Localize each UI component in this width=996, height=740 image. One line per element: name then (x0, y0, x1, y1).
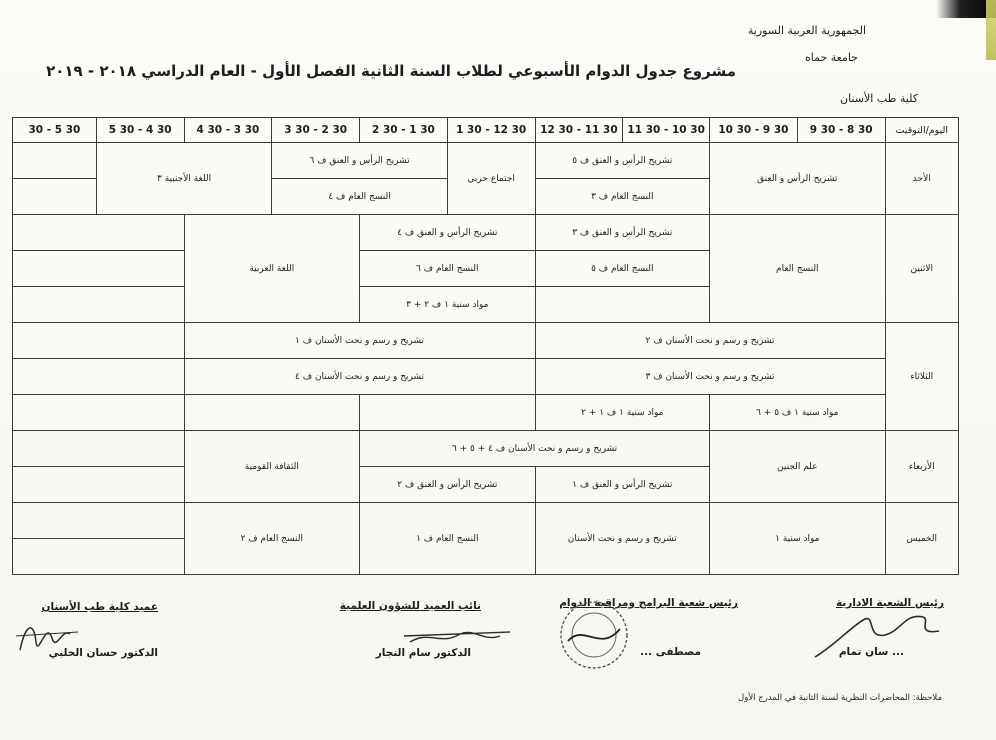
stamp-seal (550, 595, 640, 675)
thursday-gen-tissue-g2: النسج العام ف ٢ (184, 503, 360, 575)
wednesday-head-neck-g2: تشريح الرأس و العنق ف ٢ (360, 467, 536, 503)
time-slot: 30 8 - 30 9 (797, 118, 885, 143)
time-slot: 30 9 - 30 10 (710, 118, 798, 143)
signature-admin-title: رئيس الشعبة الادارية (836, 597, 944, 609)
title-main: مشروع جدول الدوام الأسبوعي لطلاب السنة الثانية الفصل الأول - العام الدراسي (141, 62, 736, 80)
wednesday-national-culture: الثقافة القومية (184, 431, 360, 503)
day-wednesday: الأربعاء (885, 431, 958, 503)
empty-cell (13, 539, 185, 575)
time-slot: 30 3 - 30 4 (184, 118, 272, 143)
time-slot: 30 2 - 30 3 (272, 118, 360, 143)
header-university: جامعة حماه (804, 51, 858, 64)
row-monday-1 (13, 215, 959, 251)
header-republic: الجمهورية العربية السورية (747, 24, 866, 37)
signature-dean-scribble (12, 612, 82, 662)
empty-cell (535, 287, 709, 323)
day-thursday: الخميس (885, 503, 958, 575)
empty-cell (13, 251, 185, 287)
sunday-head-neck-g5: تشريح الرأس و العنق ف ٥ (535, 143, 709, 179)
monday-arabic: اللغة العربية (184, 215, 360, 323)
signature-programs-title: رئيس شعبة البرامج ومراقبة الدوام (559, 597, 738, 609)
empty-cell (360, 395, 536, 431)
day-monday: الاثنين (885, 215, 958, 323)
signature-vice-dean-name: الدكتور سام النجار (375, 647, 471, 659)
signature-dean-name: الدكتور حسان الحلبي (48, 647, 158, 659)
title-year: ٢٠١٨ - ٢٠١٩ (46, 62, 136, 80)
thursday-anat-carving: تشريح و رسم و نحت الأسنان (535, 503, 709, 575)
signature-programs-name: مصطفى ... (640, 646, 701, 658)
wednesday-anat-carving-g456: تشريح و رسم و نحت الأسنان ف ٤ + ٥ + ٦ (360, 431, 710, 467)
time-slot: 30 12 - 30 1 (447, 118, 535, 143)
tuesday-dental-materials-g56: مواد سنية ١ ف ٥ + ٦ (710, 395, 886, 431)
signature-admin-scribble (805, 605, 945, 665)
footnote: ملاحظة: المحاضرات النظرية لسنة الثانية في المدرج الأول (738, 693, 942, 703)
time-slot: 30 10 - 30 11 (623, 118, 710, 143)
day-sunday: الأحد (885, 143, 958, 215)
monday-head-neck-g3: تشريح الرأس و العنق ف ٣ (535, 215, 709, 251)
empty-cell (13, 323, 185, 359)
time-slot: 30 5 - 30 (13, 118, 97, 143)
wednesday-embryology: علم الجنين (710, 431, 886, 503)
signature-vice-dean-scribble (400, 622, 520, 652)
day-tuesday: الثلاثاء (885, 323, 958, 431)
tuesday-anat-carving-g1: تشريح و رسم و نحت الأسنان ف ١ (184, 323, 535, 359)
corner-cell: اليوم/التوقيت (885, 118, 958, 143)
sunday-military: اجتماع حربي (447, 143, 535, 215)
tuesday-anat-carving-g3: تشريح و رسم و نحت الأسنان ف ٣ (535, 359, 885, 395)
signature-admin-name: ... سان تمام (838, 646, 904, 658)
empty-cell (13, 359, 185, 395)
empty-cell (13, 215, 185, 251)
row-sunday-1 (13, 143, 959, 179)
monday-dental-materials: مواد سنية ١ ف ٢ + ٣ (360, 287, 536, 323)
empty-cell (184, 395, 360, 431)
sunday-gen-tissue-g3: النسج العام ف ٣ (535, 179, 709, 215)
row-tuesday-2 (13, 359, 959, 395)
monday-gen-tissue: النسج العام (710, 215, 886, 323)
empty-cell (13, 431, 185, 467)
sunday-head-neck: تشريح الرأس و العنق (710, 143, 886, 215)
sunday-foreign-lang: اللغة الأجنبية ٣ (96, 143, 272, 215)
time-header-row (13, 118, 959, 143)
time-slot: 30 11 - 30 12 (535, 118, 623, 143)
empty-cell (13, 179, 97, 215)
empty-cell (13, 143, 97, 179)
row-wednesday-1 (13, 431, 959, 467)
monday-gen-tissue-g5: النسج العام ف ٥ (535, 251, 709, 287)
empty-cell (13, 395, 185, 431)
tuesday-anat-carving-g4: تشريح و رسم و نحت الأسنان ف ٤ (184, 359, 535, 395)
monday-head-neck-g4: تشريح الرأس و العنق ف ٤ (360, 215, 536, 251)
signature-vice-dean-title: نائب العميد للشؤون العلمية (339, 600, 481, 612)
row-tuesday-3 (13, 395, 959, 431)
thursday-dental-materials: مواد سنية ١ (710, 503, 886, 575)
weekly-schedule-table (12, 117, 959, 575)
sunday-head-neck-g6: تشريح الرأس و العنق ف ٦ (272, 143, 448, 179)
empty-cell (13, 287, 185, 323)
tuesday-dental-materials-g12: مواد سنية ١ ف ١ + ٢ (535, 395, 709, 431)
photo-edge-object (986, 0, 996, 60)
header-faculty: كلية طب الأسنان (840, 92, 918, 105)
time-slot: 30 1 - 30 2 (360, 118, 448, 143)
time-slot: 30 4 - 30 5 (96, 118, 184, 143)
page-title (46, 62, 736, 80)
sunday-gen-tissue-g4: النسج العام ف ٤ (272, 179, 448, 215)
row-thursday-1 (13, 503, 959, 539)
wednesday-head-neck-g1: تشريح الرأس و العنق ف ١ (535, 467, 709, 503)
signature-dean-title: عميد كلية طب الأسنان (41, 601, 158, 613)
empty-cell (13, 503, 185, 539)
thursday-gen-tissue-g1: النسج العام ف ١ (360, 503, 536, 575)
row-tuesday-1 (13, 323, 959, 359)
monday-gen-tissue-g6: النسج العام ف ٦ (360, 251, 536, 287)
tuesday-anat-carving-g2: تشريح و رسم و نحت الأسنان ف ٢ (535, 323, 885, 359)
empty-cell (13, 467, 185, 503)
